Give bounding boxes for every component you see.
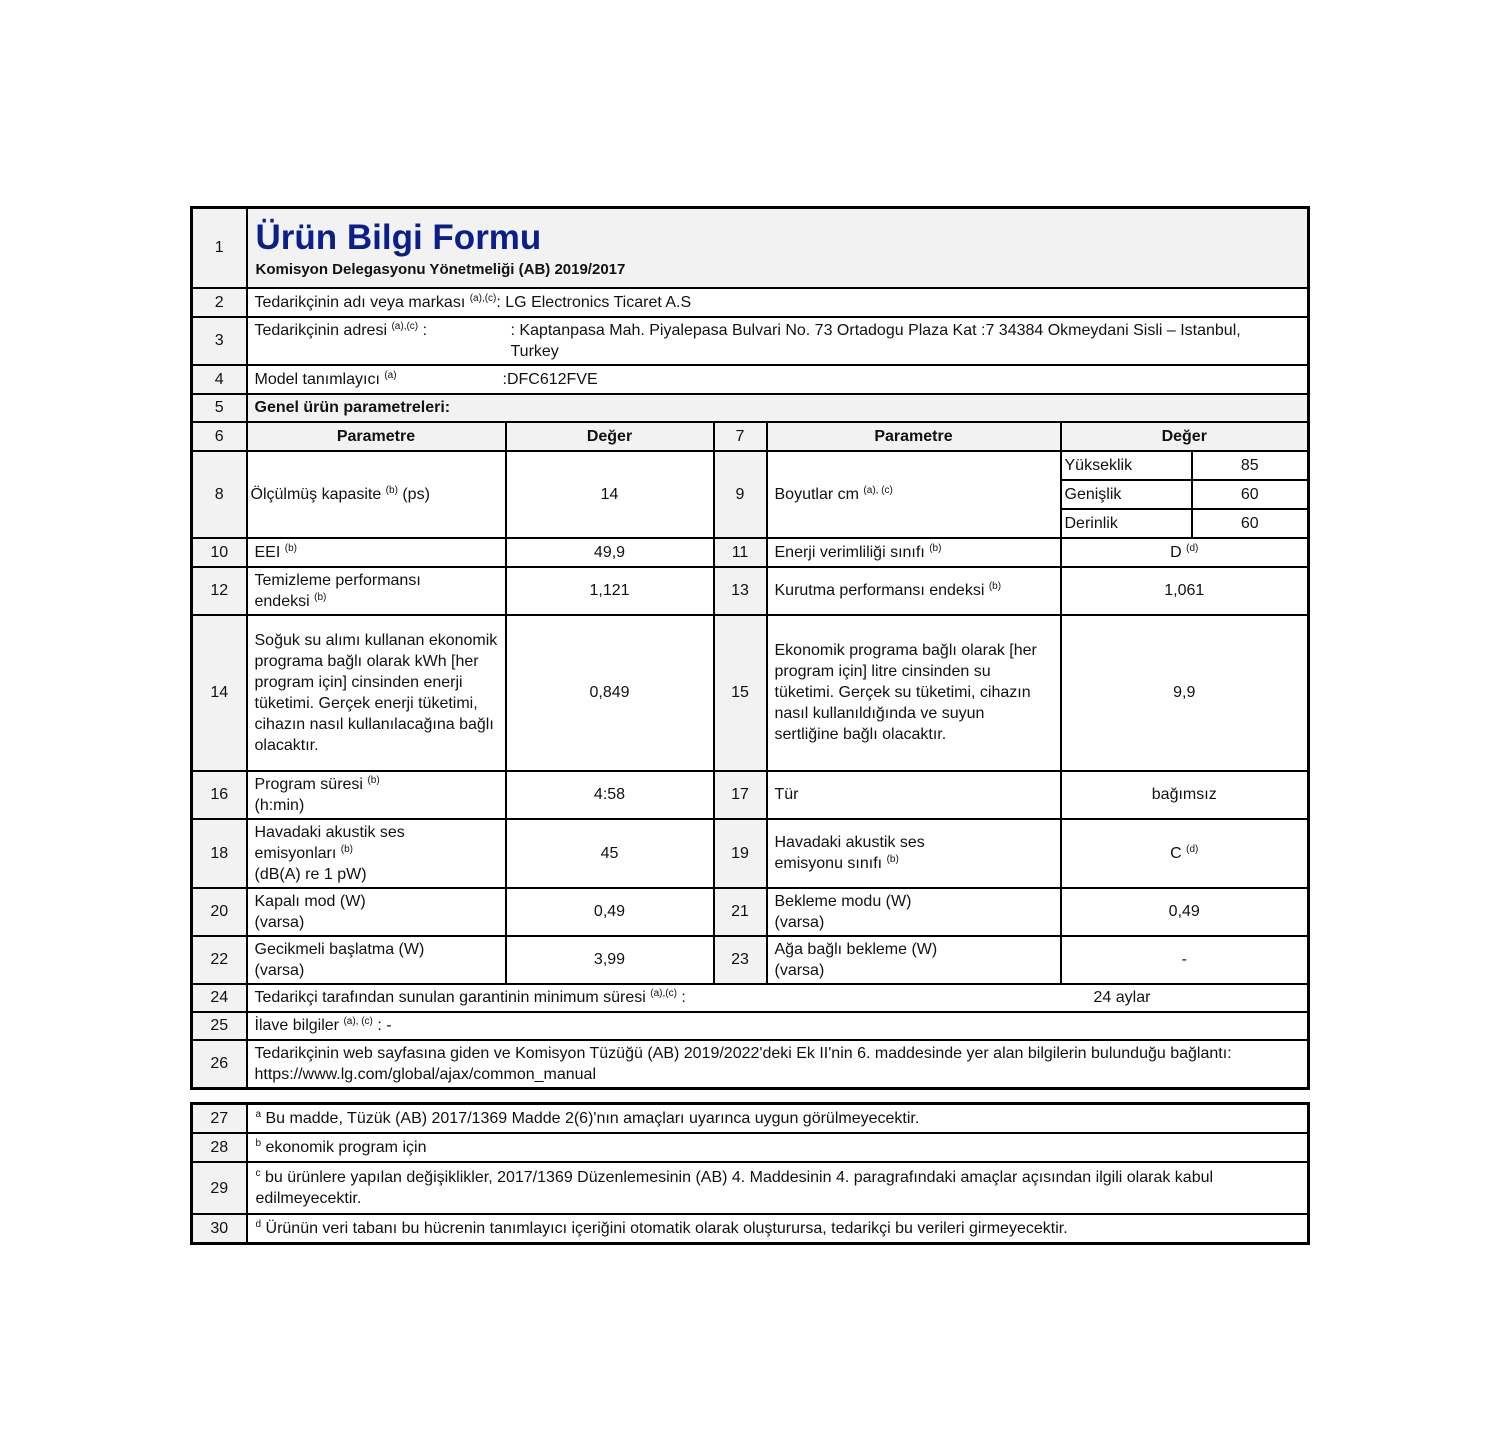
row-number: 7 — [714, 422, 767, 451]
row-number: 12 — [192, 567, 247, 615]
weblink-row — [192, 1040, 1309, 1089]
off-mode-label: Kapalı mod (W) — [254, 892, 366, 910]
duration-row: 16 Program süresi $^{(b)}$ (h:min) 4:58 17 Tür bağımsız — [192, 771, 1309, 819]
model-row — [192, 365, 1309, 394]
noise-row: 18 Havadaki akustik ses emisyonları $^{(b)}$ (dB(A) re 1 pW) 45 19 Havadaki akustik ses emisyonu sınıfı $^{(b)}$ C $^{(d)}$ — [192, 819, 1309, 888]
capacity-value: 14 — [506, 451, 714, 538]
row-number: 13 — [714, 567, 767, 615]
page-subtitle: Komisyon Delegasyonu Yönetmeliği (AB) 2019/2017 — [255, 260, 626, 278]
row-number: 8 — [192, 451, 247, 538]
warranty-label: Tedarikçi tarafından sunulan garantinin minimum süresi — [254, 989, 646, 1006]
noise-class-value: C — [1170, 844, 1182, 862]
row-number: 20 — [192, 888, 247, 936]
height-value: 85 — [1192, 452, 1308, 480]
supplier-row — [192, 288, 1309, 317]
standby-label: Bekleme modu (W) — [774, 892, 912, 910]
row-number: 30 — [192, 1214, 247, 1244]
row-number: 16 — [192, 771, 247, 819]
capacity-dimensions-row: 8 Ölçülmüş kapasite $^{(b)}$ (ps) 14 9 Boyutlar cm $^{(a), (c)}$ Yükseklik 85 Genişlik 60 Derinlik 60 — [192, 451, 1309, 538]
depth-label: Derinlik — [1062, 509, 1192, 537]
footnote-text: bu ürünlere yapılan değişiklikler, 2017/1369 Düzenlemesinin (AB) 4. Maddesinin 4. paragrafındaki amaçlar açısından ilgili olarak kabul edilmeyecektir. — [255, 1169, 1214, 1207]
row-number: 10 — [192, 538, 247, 567]
address-label-sup: (a),(c) — [391, 320, 419, 332]
footnotes-table — [190, 1102, 1310, 1245]
additional-info-row: 25 İlave bilgiler $^{(a), (c)}$ : - — [192, 1012, 1309, 1040]
network-standby-value: - — [1061, 936, 1309, 984]
width-label: Genişlik — [1062, 480, 1192, 509]
delay-start-value: 3,99 — [506, 936, 714, 984]
param-header-row — [192, 422, 1309, 451]
row-number: 5 — [192, 394, 247, 422]
row-number: 23 — [714, 936, 767, 984]
row-number: 28 — [192, 1133, 247, 1162]
capacity-label: Ölçülmüş kapasite — [250, 485, 382, 503]
supplier-value: : LG Electronics Ticaret A.S — [496, 293, 692, 311]
row-number: 6 — [192, 422, 247, 451]
row-number: 25 — [192, 1012, 247, 1040]
standby-value: 0,49 — [1061, 888, 1309, 936]
type-value: bağımsız — [1061, 771, 1309, 819]
program-duration-value: 4:58 — [506, 771, 714, 819]
dimensions-values — [1061, 451, 1309, 538]
address-value: : Kaptanpasa Mah. Piyalepasa Bulvari No. 73 Ortadogu Plaza Kat :7 34384 Okmeydani Sisli – Istanbul, Turkey — [510, 321, 1241, 360]
row-number: 9 — [714, 451, 767, 538]
footnote-row: 30 $^d$ Ürünün veri tabanı bu hücrenin tanımlayıcı içeriğini otomatik olarak oluşturursa, tedarikçi bu verileri girmeyecektir. — [192, 1214, 1309, 1244]
param-header: Parametre — [247, 422, 506, 451]
noise-class-label: Havadaki akustik ses — [774, 834, 925, 851]
row-number: 24 — [192, 984, 247, 1012]
eei-value: 49,9 — [506, 538, 714, 567]
energy-consumption-label: Soğuk su alımı kullanan ekonomik programa bağlı olarak kWh [her program için] cinsinden enerji tüketimi. Gerçek enerji tüketimi, cihazın nasıl kullanılacağına bağlı olacaktır. — [247, 615, 506, 771]
eei-label: EEI — [254, 543, 281, 561]
row-number: 4 — [192, 365, 247, 394]
row-number: 26 — [192, 1040, 247, 1089]
row-number: 19 — [714, 819, 767, 888]
noise-label: Havadaki akustik ses — [254, 823, 405, 841]
drying-label: Kurutma performansı endeksi — [774, 582, 985, 599]
model-label-sup: (a) — [384, 369, 397, 381]
row-number: 29 — [192, 1162, 247, 1214]
additional-value: : - — [372, 1017, 392, 1034]
address-label-suffix: : — [418, 321, 428, 339]
eei-row: 10 EEI $^{(b)}$ 49,9 11 Enerji verimliliği sınıfı $^{(b)}$ D $^{(d)}$ — [192, 538, 1309, 567]
row-number: 1 — [192, 208, 247, 288]
footnote-row: 28 $^b$ ekonomik program için — [192, 1133, 1309, 1162]
row-number: 3 — [192, 317, 247, 365]
warranty-value: 24 aylar — [1093, 989, 1151, 1006]
noise-value: 45 — [506, 819, 714, 888]
row-number: 2 — [192, 288, 247, 317]
energy-class-value: D — [1170, 543, 1182, 561]
supplier-label-sup: (a),(c) — [469, 292, 497, 304]
dimensions-label: Boyutlar cm — [774, 485, 859, 503]
title-row — [192, 208, 1309, 288]
height-label: Yükseklik — [1062, 452, 1192, 480]
delay-start-row: 22 Gecikmeli başlatma (W) (varsa) 3,99 23 Ağa bağlı bekleme (W) (varsa) - — [192, 936, 1309, 984]
address-row — [192, 317, 1309, 365]
row-number: 11 — [714, 538, 767, 567]
network-standby-label: Ağa bağlı bekleme (W) — [774, 940, 938, 958]
row-number: 27 — [192, 1104, 247, 1134]
param-header: Parametre — [767, 422, 1061, 451]
off-mode-value: 0,49 — [506, 888, 714, 936]
footnote-text: Ürünün veri tabanı bu hücrenin tanımlayıcı içeriğini otomatik olarak oluşturursa, tedarikçi bu verileri girmeyecektir. — [261, 1220, 1068, 1237]
water-consumption-label: Ekonomik programa bağlı olarak [her program için] litre cinsinden su tüketimi. Gerçek su tüketimi, cihazın nasıl kullanıldığında ve suyun sertliğine bağlı olacaktır. — [767, 615, 1061, 771]
value-header: Değer — [506, 422, 714, 451]
cleaning-value: 1,121 — [506, 567, 714, 615]
model-value: :DFC612FVE — [502, 370, 598, 388]
performance-row: 12 Temizleme performansı endeksi $^{(b)}$ 1,121 13 Kurutma performansı endeksi $^{(b)}$ 1,061 — [192, 567, 1309, 615]
type-label: Tür — [767, 771, 1061, 819]
program-duration-label: Program süresi — [254, 775, 363, 793]
cleaning-label: Temizleme performansı — [254, 571, 421, 589]
additional-label: İlave bilgiler — [254, 1017, 339, 1034]
general-params-row — [192, 394, 1309, 422]
row-number: 18 — [192, 819, 247, 888]
footnote-text: Bu madde, Tüzük (AB) 2017/1369 Madde 2(6)'nın amaçları uyarınca uygun görülmeyecektir. — [261, 1110, 920, 1127]
row-number: 15 — [714, 615, 767, 771]
model-label: Model tanımlayıcı — [254, 370, 380, 388]
drying-value: 1,061 — [1061, 567, 1309, 615]
depth-value: 60 — [1240, 514, 1259, 532]
row-number: 22 — [192, 936, 247, 984]
row-number: 17 — [714, 771, 767, 819]
product-info-table — [190, 206, 1310, 1090]
footnote-row: 27 $^a$ Bu madde, Tüzük (AB) 2017/1369 Madde 2(6)'nın amaçları uyarınca uygun görülmeyecektir. — [192, 1104, 1309, 1134]
weblink-text: Tedarikçinin web sayfasına giden ve Komisyon Tüzüğü (AB) 2019/2022'deki Ek II'nin 6. maddesinde yer alan bilgilerin bulunduğu bağlantı: https://www.lg.com/global/ajax/common_manual — [247, 1040, 1309, 1089]
footnote-text: ekonomik program için — [261, 1139, 427, 1156]
consumption-row — [192, 615, 1309, 771]
row-number: 21 — [714, 888, 767, 936]
width-value: 60 — [1192, 480, 1308, 509]
delay-start-label: Gecikmeli başlatma (W) — [254, 940, 425, 958]
address-label: Tedarikçinin adresi — [254, 321, 388, 339]
row-number: 14 — [192, 615, 247, 771]
off-mode-row: 20 Kapalı mod (W) (varsa) 0,49 21 Bekleme modu (W) (varsa) 0,49 — [192, 888, 1309, 936]
page-title: Ürün Bilgi Formu — [255, 217, 542, 257]
energy-class-label: Enerji verimliliği sınıfı — [774, 543, 925, 561]
warranty-row: 24 Tedarikçi tarafından sunulan garantinin minimum süresi $^{(a),(c)}$ : 24 aylar — [192, 984, 1309, 1012]
energy-consumption-value: 0,849 — [506, 615, 714, 771]
supplier-label: Tedarikçinin adı veya markası — [254, 293, 466, 311]
value-header: Değer — [1061, 422, 1309, 451]
water-consumption-value: 9,9 — [1061, 615, 1309, 771]
footnote-row: 29 $^c$ bu ürünlere yapılan değişiklikler, 2017/1369 Düzenlemesinin (AB) 4. Maddesinin 4. paragrafındaki amaçlar açısından ilgili olarak kabul edilmeyecektir. — [192, 1162, 1309, 1214]
general-params-label: Genel ürün parametreleri: — [247, 394, 1309, 422]
